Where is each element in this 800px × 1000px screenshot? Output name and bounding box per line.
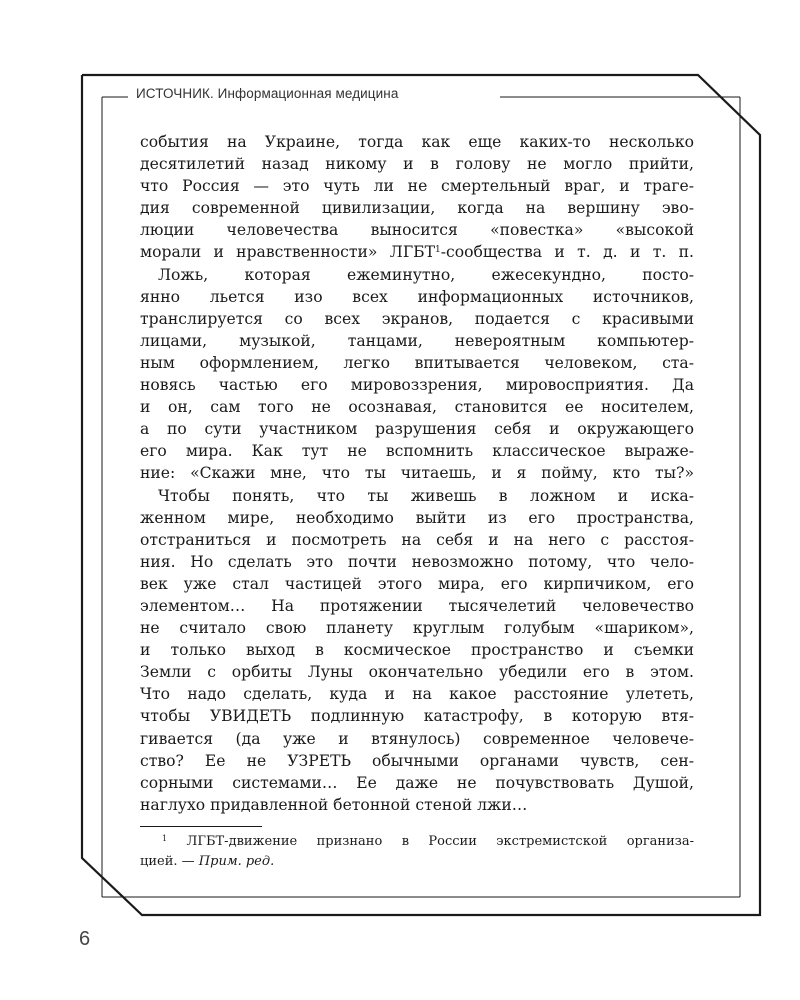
text-line: что Россия — это чуть ли не смертельный враг, и траге- [140,177,694,196]
text-line: женном мире, необходимо выйти из его пространства, [140,508,694,527]
footnote-text: ЛГБТ-движение признано в России экстремистской организа- [186,834,694,849]
footnote-line [140,832,694,852]
text-line: а по сути участником разрушения себя и окружающего [140,420,694,439]
body-text [140,131,694,816]
text-line: и только выход в космическое пространство и съемки [140,641,694,660]
text-fragment: -сообщества и т. д. и т. п. [440,243,694,262]
footnote-rule [140,826,262,827]
text-line: лицами, музыкой, танцами, невероятным компьютер- [140,331,694,350]
text-line: ным оформлением, легко впитывается человеком, ста- [140,353,694,372]
text-fragment: морали и нравственности» ЛГБТ [140,243,436,262]
text-line: век уже стал частицей этого мира, его кирпичиком, его [140,574,694,593]
text-line: гивается (да уже и втянулось) современное человече- [140,729,694,748]
text-line: и он, сам того не осознавая, становится ее носителем, [140,398,694,417]
text-line: ство? Ее не УЗРЕТЬ обычными органами чувств, сен- [140,751,694,770]
text-line: десятилетий назад никому и в голову не могло прийти, [140,155,694,174]
text-line: люции человечества выносится «повестка» «высокой [140,221,694,240]
text-line: не считало свою планету круглым голубым «шариком», [140,619,694,638]
text-line: наглухо придавленной бетонной стеной лжи… [140,795,528,814]
text-line: дия современной цивилизации, когда на вершину эво- [140,199,694,218]
footnote-reference: 1 [435,245,441,256]
page-number: 6 [79,928,91,950]
footnote-marker: 1 [162,834,168,843]
text-line: ния. Но сделать это почти невозможно потому, что чело- [140,552,694,571]
running-head: ИСТОЧНИК. Информационная медицина [136,86,399,101]
text-line [140,241,694,263]
text-line: янно льется изо всех информационных источников, [140,287,694,306]
footnote-text: цией. — [140,854,199,869]
text-line: сорными системами… Ее даже не почувствовать Душой, [140,773,694,792]
text-line: Чтобы понять, что ты живешь в ложном и иска- [158,486,694,505]
text-line: отстраниться и посмотреть на себя и на него с расстоя- [140,530,694,549]
footnote-line [140,852,694,872]
text-line: чтобы УВИДЕТЬ подлинную катастрофу, в которую втя- [140,707,694,726]
text-line: Земли с орбиты Луны окончательно убедили его в этом. [140,663,694,682]
text-line: элементом… На протяжении тысячелетий человечество [140,596,694,615]
text-line: события на Украине, тогда как еще каких-то несколько [140,133,694,151]
text-line: Ложь, которая ежеминутно, ежесекундно, посто- [158,265,694,284]
text-line: ние: «Скажи мне, что ты читаешь, и я пойму, кто ты?» [140,464,694,483]
editor-note: Прим. ред. [198,854,275,869]
footnote [140,832,694,872]
text-line: Что надо сделать, куда и на какое расстояние улететь, [140,685,694,704]
text-line: его мира. Как тут не вспомнить классическое выраже- [140,442,694,461]
text-line: новясь частью его мировоззрения, мировосприятия. Да [140,376,694,395]
text-line: транслируется со всех экранов, подается с красивыми [140,309,694,328]
